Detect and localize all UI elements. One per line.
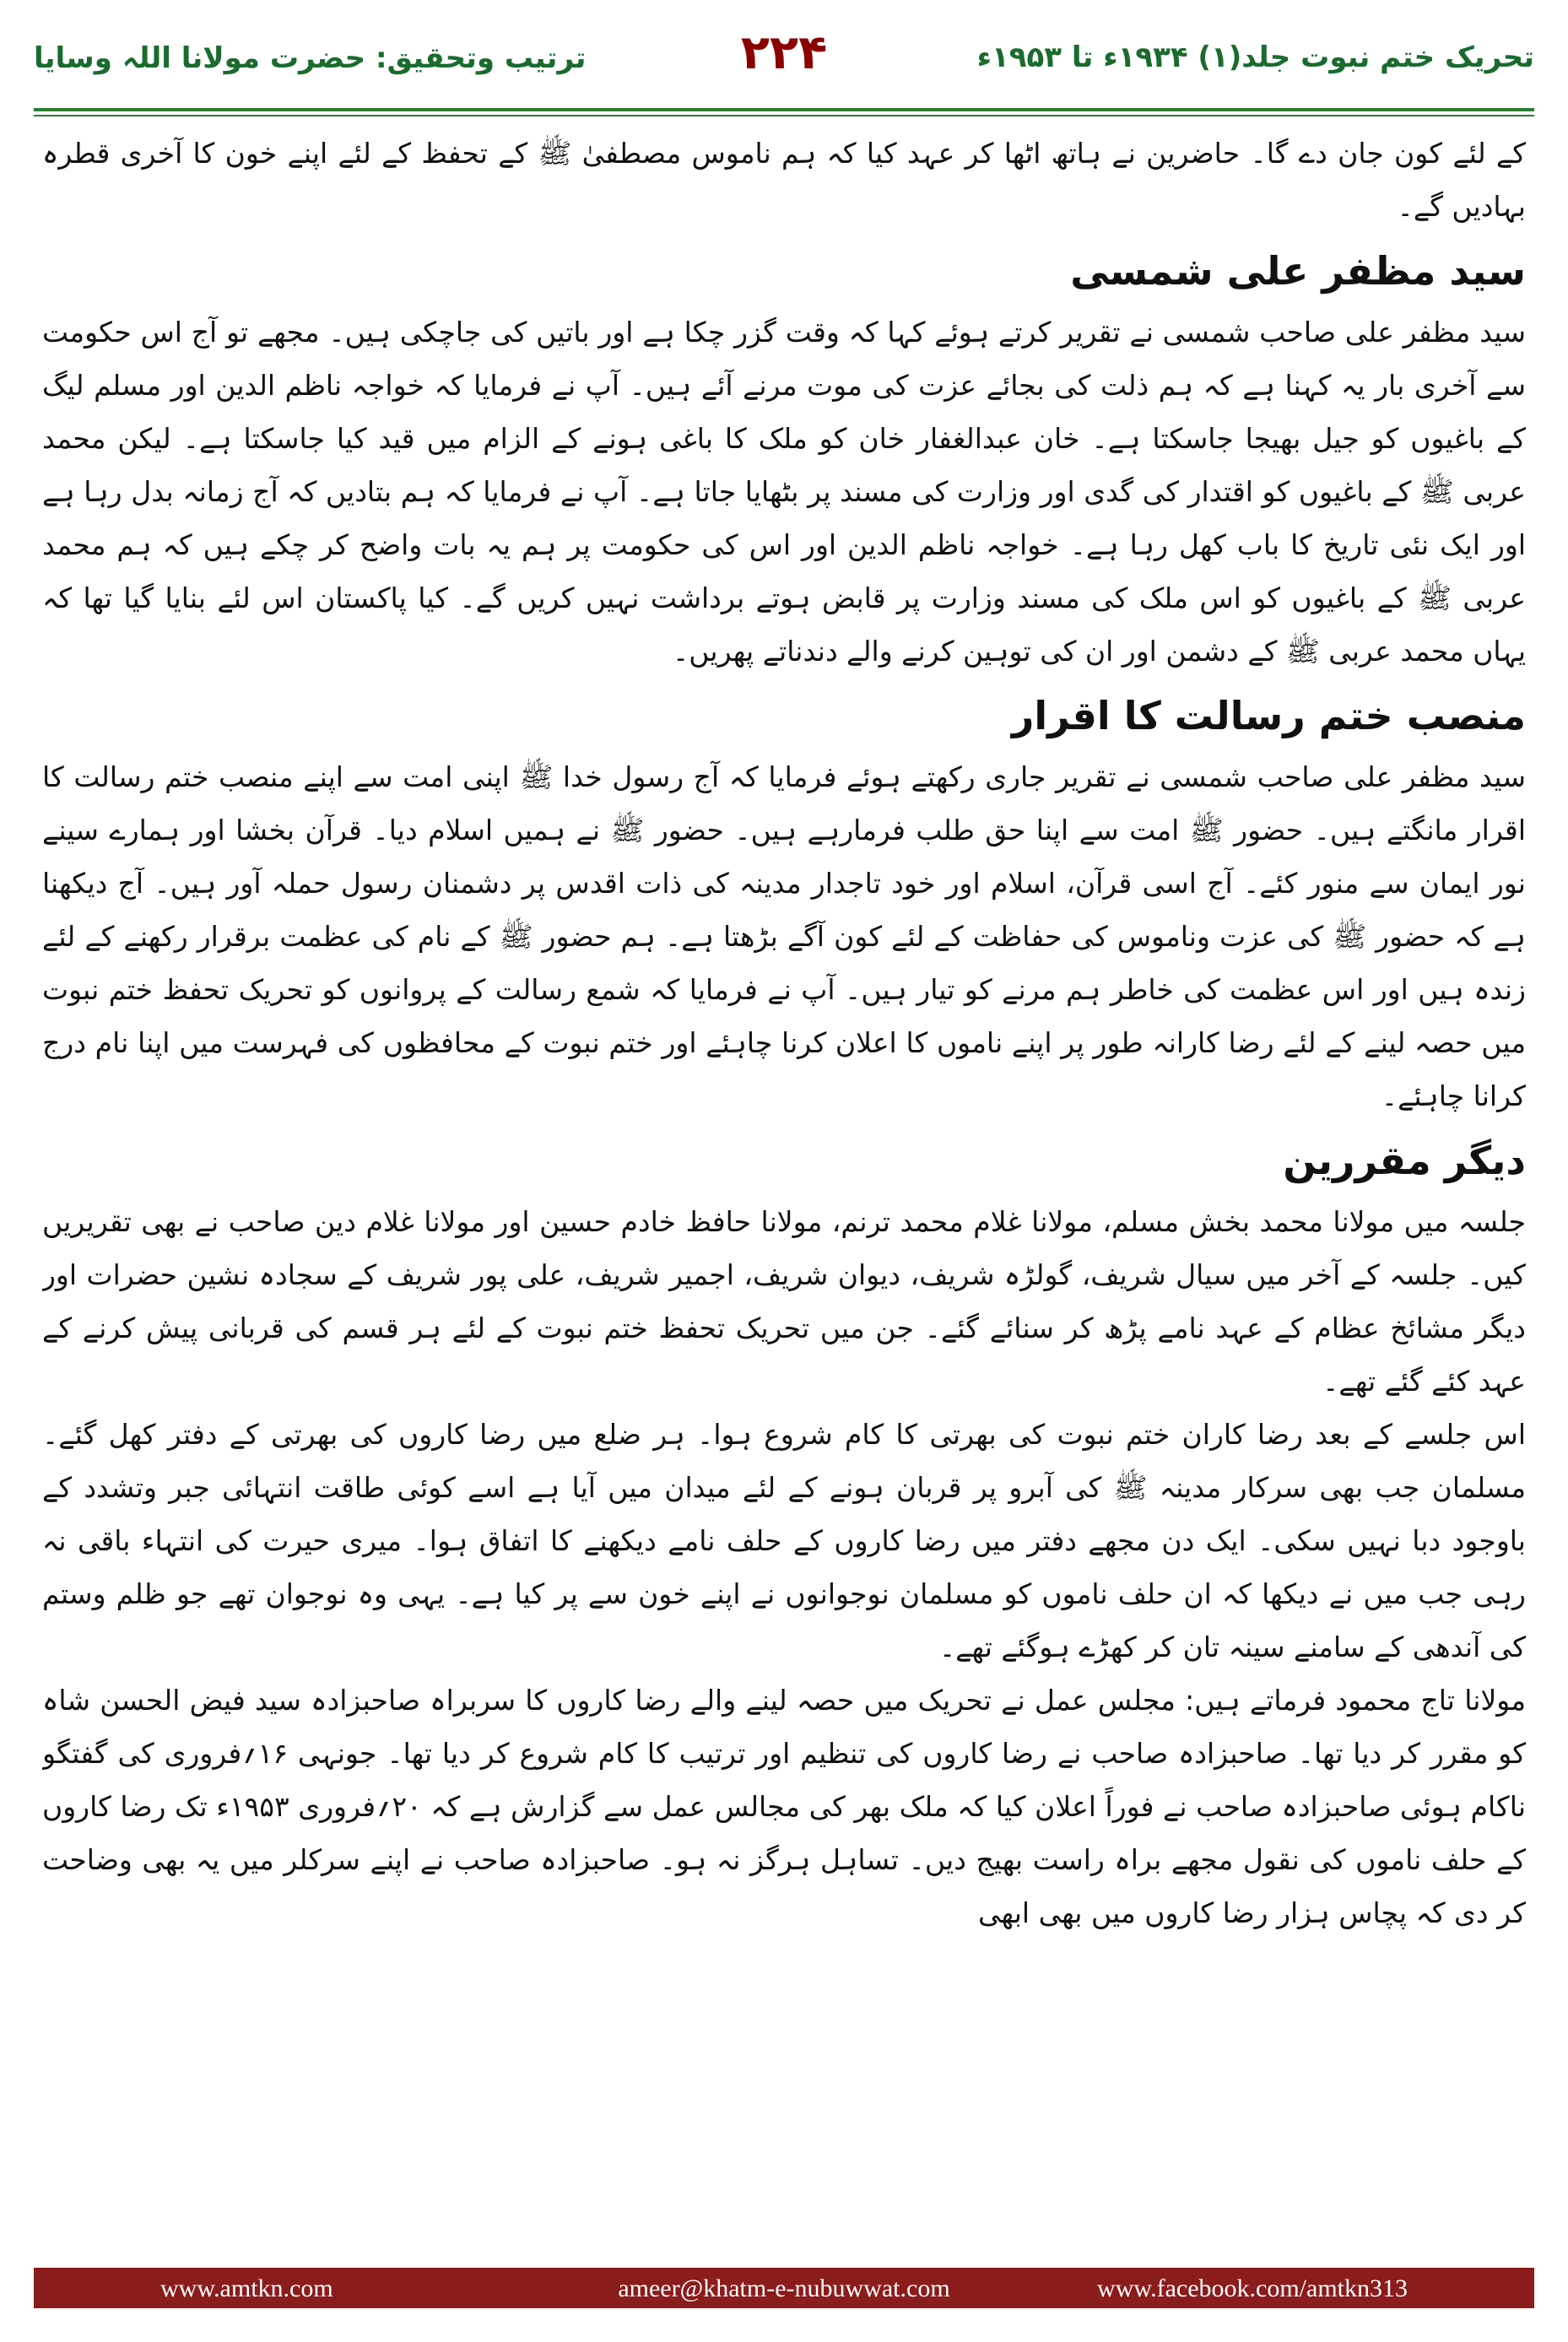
paragraph-shamsi-speech: سید مظفر علی صاحب شمسی نے تقریر کرتے ہوئے کہا کہ وقت گزر چکا ہے اور باتیں کی جاچکی ہیں۔ مجھے تو آج اس حکومت سے آخری بار یہ کہنا ہے کہ ہم ذلت کی بجائے عزت کی موت مرنے آئے ہیں۔ آپ نے فرمایا کہ خواجہ ناظم الدین اور مسلم لیگ کے باغیوں کو جیل بھیجا جاسکتا ہے۔ خان عبدالغفار خان کو ملک کا باغی ہونے کے الزام میں قید کیا جاسکتا ہے۔ لیکن محمد عربی ﷺ کے باغیوں کو اقتدار کی گدی اور وزارت کی مسند پر بٹھایا جاتا ہے۔ آپ نے فرمایا کہ ہم بتادیں کہ آج زمانہ بدل رہا ہے اور ایک نئی تاریخ کا باب کھل رہا ہے۔ خواجہ ناظم الدین اور اس کی حکومت پر ہم یہ بات واضح کر چکے ہیں کہ ہم محمد عربی ﷺ کے باغیوں کو اس ملک کی مسند وزارت پر قابض ہوتے برداشت نہیں کریں گے۔ کیا پاکستان اس لئے بنایا گیا تھا کہ یہاں محمد عربی ﷺ کے دشمن اور ان کی توہین کرنے والے دندناتے پھریں۔ [42,316,1526,668]
footer-email-link[interactable]: ameer@khatm-e-nubuwwat.com [618,2274,950,2302]
paragraph-intro: کے لئے کون جان دے گا۔ حاضرین نے ہاتھ اٹھا کر عہد کیا کہ ہم ناموس مصطفیٰ ﷺ کے تحفظ کے لئے اپنے خون کا آخری قطرہ بہادیں گے۔ [42,137,1526,223]
paragraph-volunteers: اس جلسے کے بعد رضا کاران ختم نبوت کی بھرتی کا کام شروع ہوا۔ ہر ضلع میں رضا کاروں کی بھرتی کے دفتر کھل گئے۔ مسلمان جب بھی سرکار مدینہ ﷺ کی آبرو پر قربان ہونے کے لئے میدان میں آیا ہے اسے کوئی طاقت انتہائی جبر وتشدد کے باوجود دبا نہیں سکی۔ ایک دن مجھے دفتر میں رضا کاروں کے حلف نامے دیکھنے کا اتفاق ہوا۔ میری حیرت کی انتہاء باقی نہ رہی جب میں نے دیکھا کہ ان حلف ناموں کو مسلمان نوجوانوں نے اپنے خون سے پر کیا ہے۔ یہی وہ نوجوان تھے جو ظلم وستم کی آندھی کے سامنے سینہ تان کر کھڑے ہوگئے تھے۔ [42,1418,1526,1663]
page-number: ۲۲۴ [740,25,828,80]
book-title: تحریک ختم نبوت جلد(۱) ۱۹۳۴ء تا ۱۹۵۳ء [976,41,1534,74]
header-divider [34,108,1534,111]
footer-website-link[interactable]: www.amtkn.com [160,2274,333,2302]
section-heading-risalat: منصب ختم رسالت کا اقرار [1011,693,1526,738]
header-divider-thin [34,115,1534,116]
compiler-credit: ترتیب وتحقیق: حضرت مولانا اللہ وسایا [34,41,587,75]
section-heading-other-speakers: دیگر مقررین [1283,1138,1526,1183]
paragraph-risalat: سید مظفر علی صاحب شمسی نے تقریر جاری رکھتے ہوئے فرمایا کہ آج رسول خدا ﷺ اپنی امت سے اپنے منصب ختم رسالت کا اقرار مانگتے ہیں۔ حضور ﷺ امت سے اپنا حق طلب فرمارہے ہیں۔ حضور ﷺ نے ہمیں اسلام دیا۔ قرآن بخشا اور ہمارے سینے نور ایمان سے منور کئے۔ آج اسی قرآن، اسلام اور خود تاجدار مدینہ کی ذات اقدس پر دشمنان رسول حملہ آور ہیں۔ آج دیکھنا ہے کہ حضور ﷺ کی عزت وناموس کی حفاظت کے لئے کون آگے بڑھتا ہے۔ ہم حضور ﷺ کے نام کی عظمت برقرار رکھنے کے لئے زندہ ہیں اور اس عظمت کی خاطر ہم مرنے کو تیار ہیں۔ آپ نے فرمایا کہ شمع رسالت کے پروانوں کو تحریک تحفظ ختم نبوت میں حصہ لینے کے لئے رضا کارانہ طور پر اپنے ناموں کا اعلان کرنا چاہئے اور ختم نبوت کے محافظوں کی فہرست میں اپنا نام درج کرانا چاہئے۔ [42,760,1526,1112]
page-footer [34,2268,1534,2308]
section-heading-shamsi: سید مظفر علی شمسی [1070,248,1526,294]
paragraph-taj-mahmood: مولانا تاج محمود فرماتے ہیں: مجلس عمل نے تحریک میں حصہ لینے والے رضا کاروں کا سربراہ صاحبزادہ سید فیض الحسن شاہ کو مقرر کر دیا تھا۔ صاحبزادہ صاحب نے رضا کاروں کی تنظیم اور ترتیب کا کام شروع کر دیا تھا۔ جونہی ۱۶؍فروری کی گفتگو ناکام ہوئی صاحبزادہ صاحب نے فوراً اعلان کیا کہ ملک بھر کی مجالس عمل سے گزارش ہے کہ ۲۰؍فروری ۱۹۵۳ء تک رضا کاروں کے حلف ناموں کی نقول مجھے براہ راست بھیج دیں۔ تساہل ہرگز نہ ہو۔ صاحبزادہ صاحب نے اپنے سرکلر میں یہ بھی وضاحت کر دی کہ پچاس ہزار رضا کاروں میں بھی ابھی [42,1684,1526,1929]
page-body [42,127,1526,2232]
footer-facebook-link[interactable]: www.facebook.com/amtkn313 [1097,2274,1408,2302]
page-header [34,25,1534,101]
paragraph-other-speakers: جلسہ میں مولانا محمد بخش مسلم، مولانا غلام محمد ترنم، مولانا حافظ خادم حسین اور مولانا غلام دین صاحب نے بھی تقریریں کیں۔ جلسہ کے آخر میں سیال شریف، گولڑہ شریف، دیوان شریف، اجمیر شریف، علی پور شریف کے سجادہ نشین حضرات اور دیگر مشائخ عظام کے عہد نامے پڑھ کر سنائے گئے۔ جن میں تحریک تحفظ ختم نبوت کے لئے ہر قسم کی قربانی پیش کرنے کے عہد کئے گئے تھے۔ [42,1205,1526,1398]
